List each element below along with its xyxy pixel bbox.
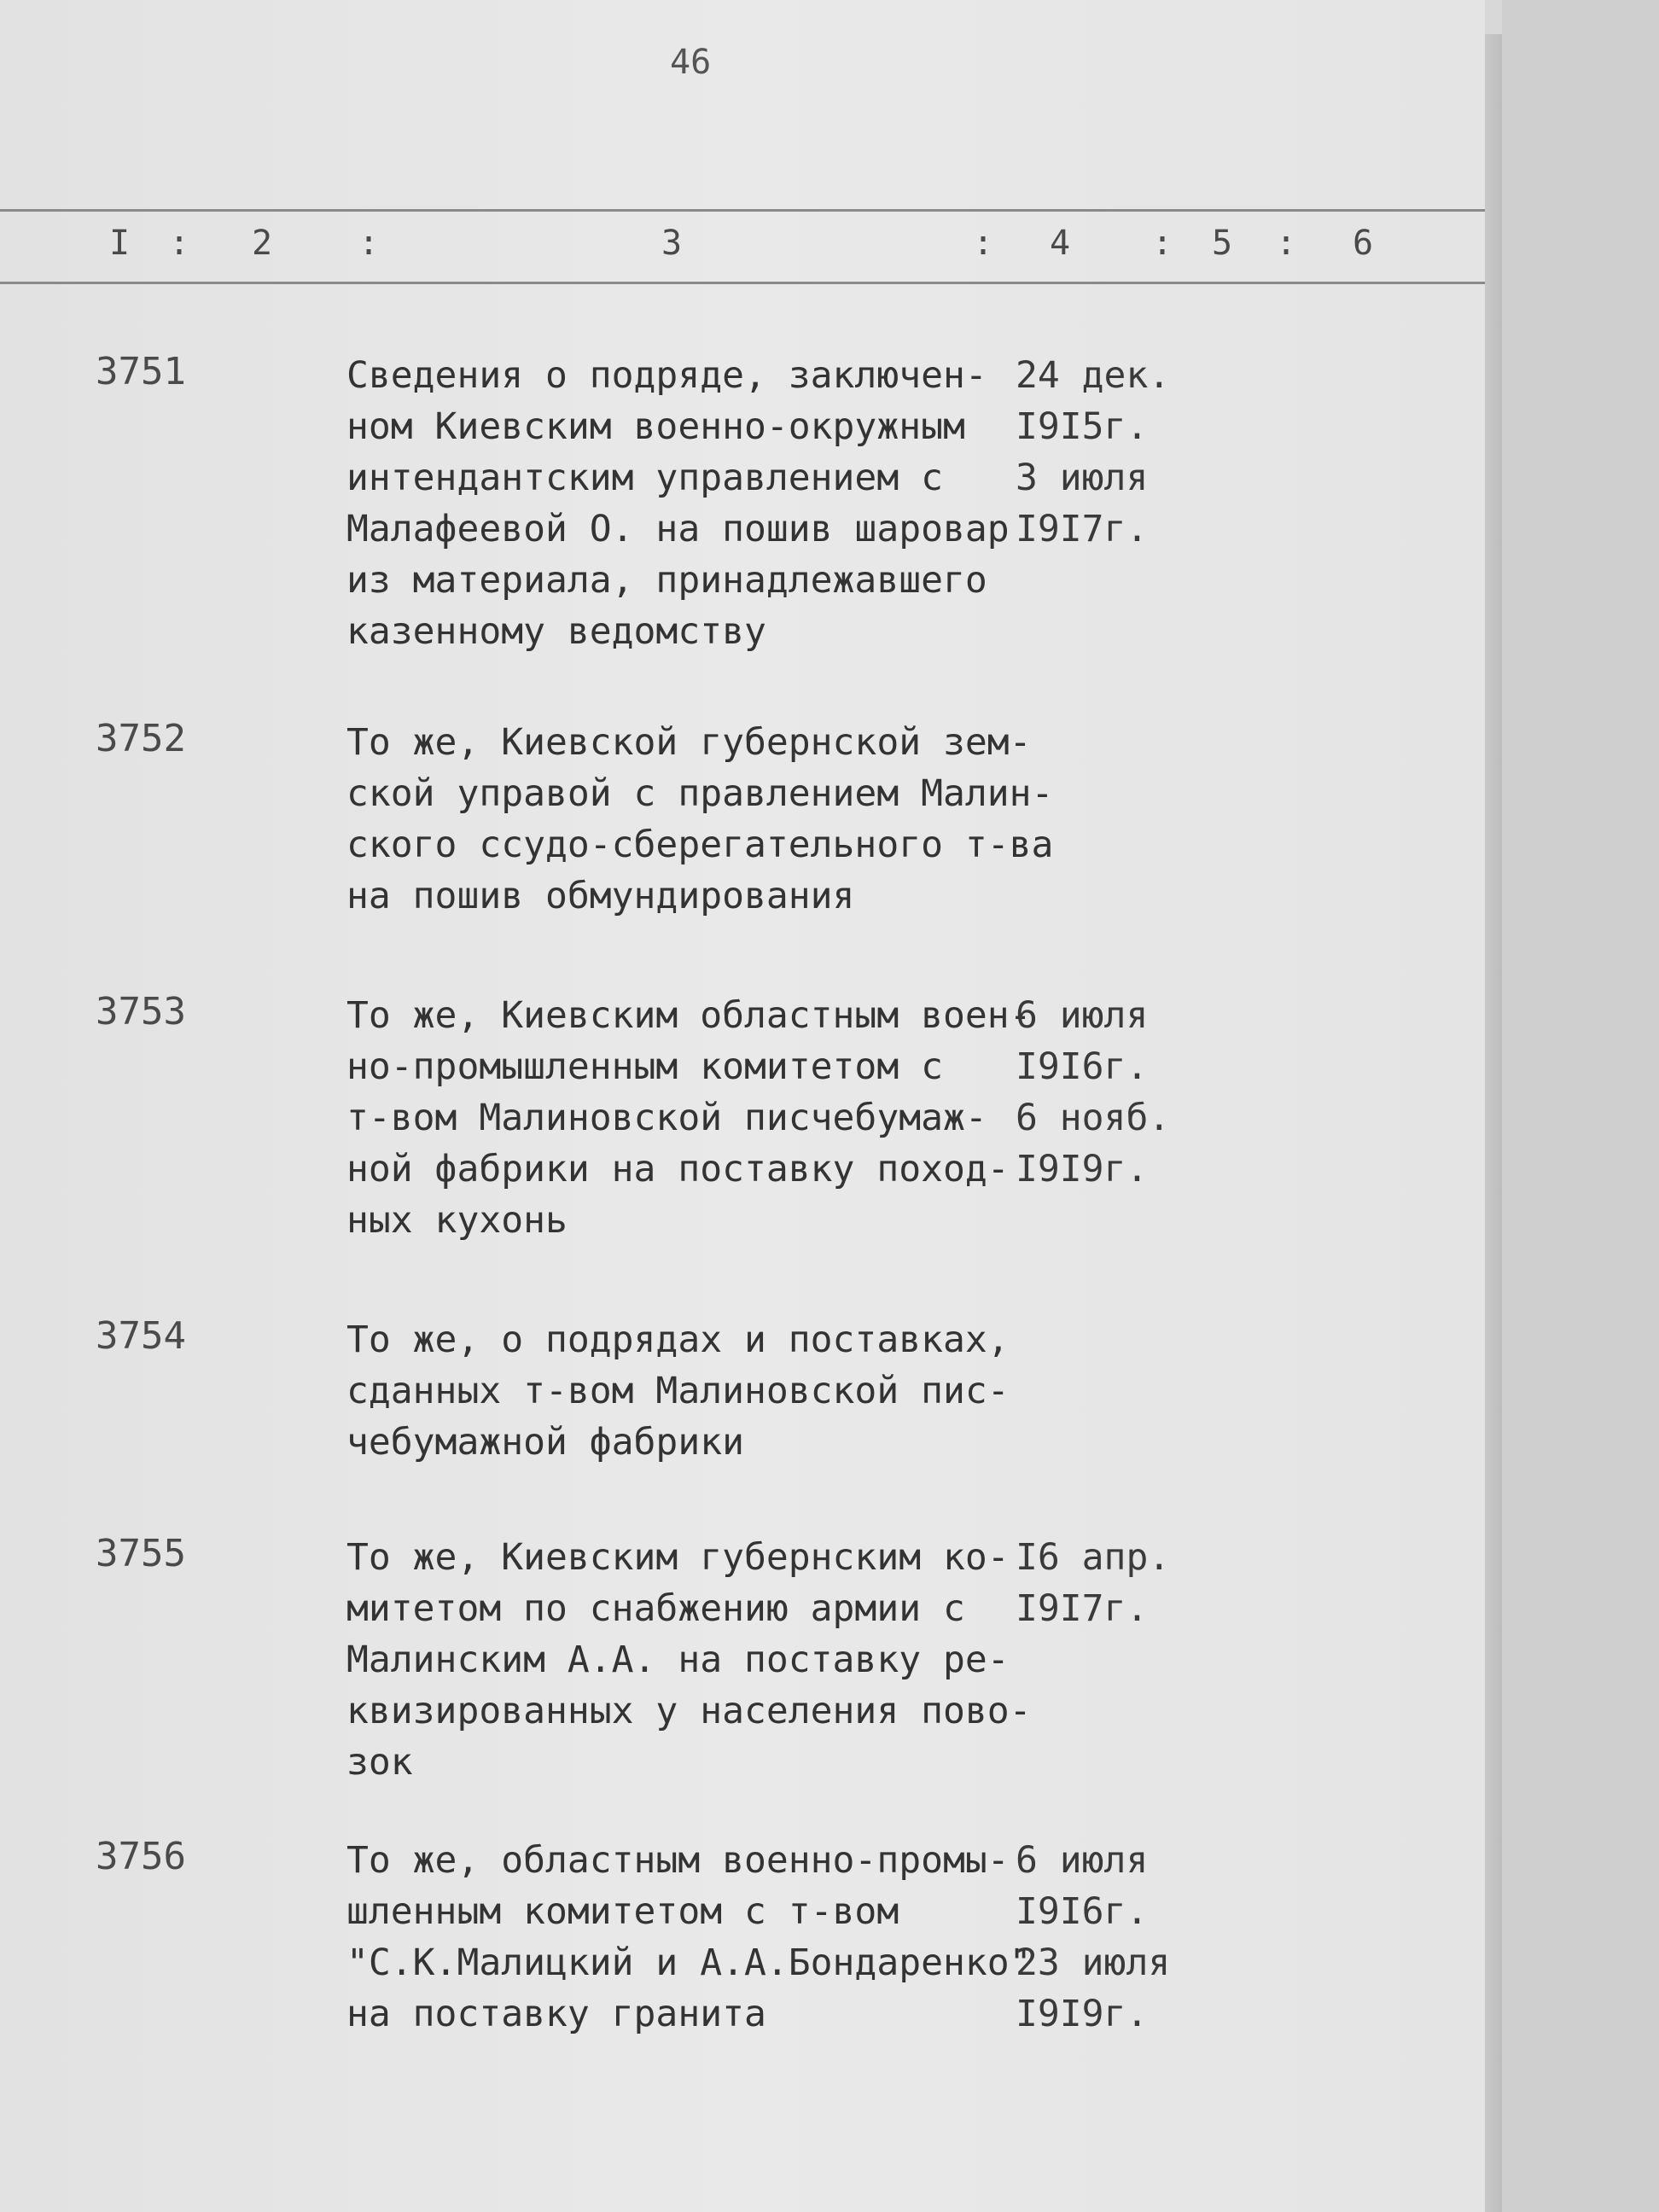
entry-description <box>346 1835 1032 2040</box>
column-header-5: 5 <box>1212 224 1233 263</box>
column-separator: : <box>169 224 190 263</box>
column-header-3: 3 <box>661 224 683 263</box>
date-line: I9I5г. <box>1016 405 1149 448</box>
date-line: 6 июля <box>1016 994 1149 1037</box>
description-line: на поставку гранита <box>346 1993 766 2035</box>
description-line: Сведения о подряде, заключен- <box>346 354 987 397</box>
header-rule-bottom <box>0 282 1485 284</box>
date-line: I9I7г. <box>1016 508 1149 550</box>
description-line: казенному ведомству <box>346 610 766 653</box>
date-line: 6 нояб. <box>1016 1097 1171 1139</box>
column-header-4: 4 <box>1050 224 1071 263</box>
description-line: То же, Киевским областным воен- <box>346 994 1032 1037</box>
column-header-1: I <box>109 224 131 263</box>
page-number: 46 <box>670 43 712 82</box>
entry-description <box>346 717 1053 922</box>
description-line: Малафеевой О. на пошив шаровар <box>346 508 1010 550</box>
date-line: 24 дек. <box>1016 354 1171 397</box>
entry-number: 3751 <box>96 350 186 393</box>
description-line: шленным комитетом с т-вом <box>346 1890 899 1933</box>
entry-description <box>346 1314 1010 1468</box>
description-line: интендантским управлением с <box>346 457 943 499</box>
description-line: То же, областным военно-промы- <box>346 1839 1010 1882</box>
description-line: зок <box>346 1741 413 1784</box>
entry-description <box>346 1532 1032 1788</box>
entry-dates <box>1016 1835 1170 2040</box>
description-line: ской управой с правлением Малин- <box>346 772 1054 815</box>
column-separator: : <box>973 224 994 263</box>
column-header-2: 2 <box>252 224 273 263</box>
description-line: ского ссудо-сберегательного т-ва <box>346 824 1054 866</box>
description-line: ном Киевским военно-окружным <box>346 405 965 448</box>
date-line: 6 июля <box>1016 1839 1149 1882</box>
description-line: То же, о подрядах и поставках, <box>346 1318 1010 1361</box>
header-rule-top <box>0 209 1485 212</box>
column-separator: : <box>1276 224 1297 263</box>
background-surface <box>1502 0 1659 2212</box>
description-line: квизированных у населения пово- <box>346 1690 1032 1732</box>
description-line: Малинским А.А. на поставку ре- <box>346 1639 1010 1681</box>
date-line: I9I6г. <box>1016 1890 1149 1933</box>
entry-number: 3754 <box>96 1314 186 1358</box>
date-line: I9I9г. <box>1016 1993 1149 2035</box>
entry-dates <box>1016 350 1170 555</box>
date-line: I9I9г. <box>1016 1148 1149 1190</box>
description-line: ных кухонь <box>346 1199 568 1242</box>
entry-number: 3753 <box>96 990 186 1033</box>
description-line: ной фабрики на поставку поход- <box>346 1148 1010 1190</box>
date-line: 23 июля <box>1016 1941 1171 1984</box>
description-line: но-промышленным комитетом с <box>346 1045 943 1088</box>
entry-number: 3752 <box>96 717 186 760</box>
date-line: I6 апр. <box>1016 1536 1171 1579</box>
description-line: То же, Киевским губернским ко- <box>346 1536 1010 1579</box>
date-line: I9I6г. <box>1016 1045 1149 1088</box>
entry-description <box>346 990 1032 1246</box>
entry-dates <box>1016 1532 1170 1634</box>
column-header-6: 6 <box>1353 224 1374 263</box>
date-line: I9I7г. <box>1016 1587 1149 1630</box>
entry-dates <box>1016 990 1170 1195</box>
description-line: сданных т-вом Малиновской пис- <box>346 1370 1010 1412</box>
date-line: 3 июля <box>1016 457 1149 499</box>
column-separator: : <box>358 224 380 263</box>
description-line: т-вом Малиновской писчебумаж- <box>346 1097 987 1139</box>
entry-number: 3755 <box>96 1532 186 1575</box>
description-line: То же, Киевской губернской зем- <box>346 721 1032 764</box>
page-edge <box>1485 34 1502 2212</box>
description-line: митетом по снабжению армии с <box>346 1587 965 1630</box>
description-line: "С.К.Малицкий и А.А.Бондаренко" <box>346 1941 1032 1984</box>
entry-description <box>346 350 1010 657</box>
description-line: из материала, принадлежавшего <box>346 559 987 602</box>
entry-number: 3756 <box>96 1835 186 1878</box>
description-line: чебумажной фабрики <box>346 1421 744 1464</box>
column-separator: : <box>1152 224 1173 263</box>
description-line: на пошив обмундирования <box>346 875 855 917</box>
